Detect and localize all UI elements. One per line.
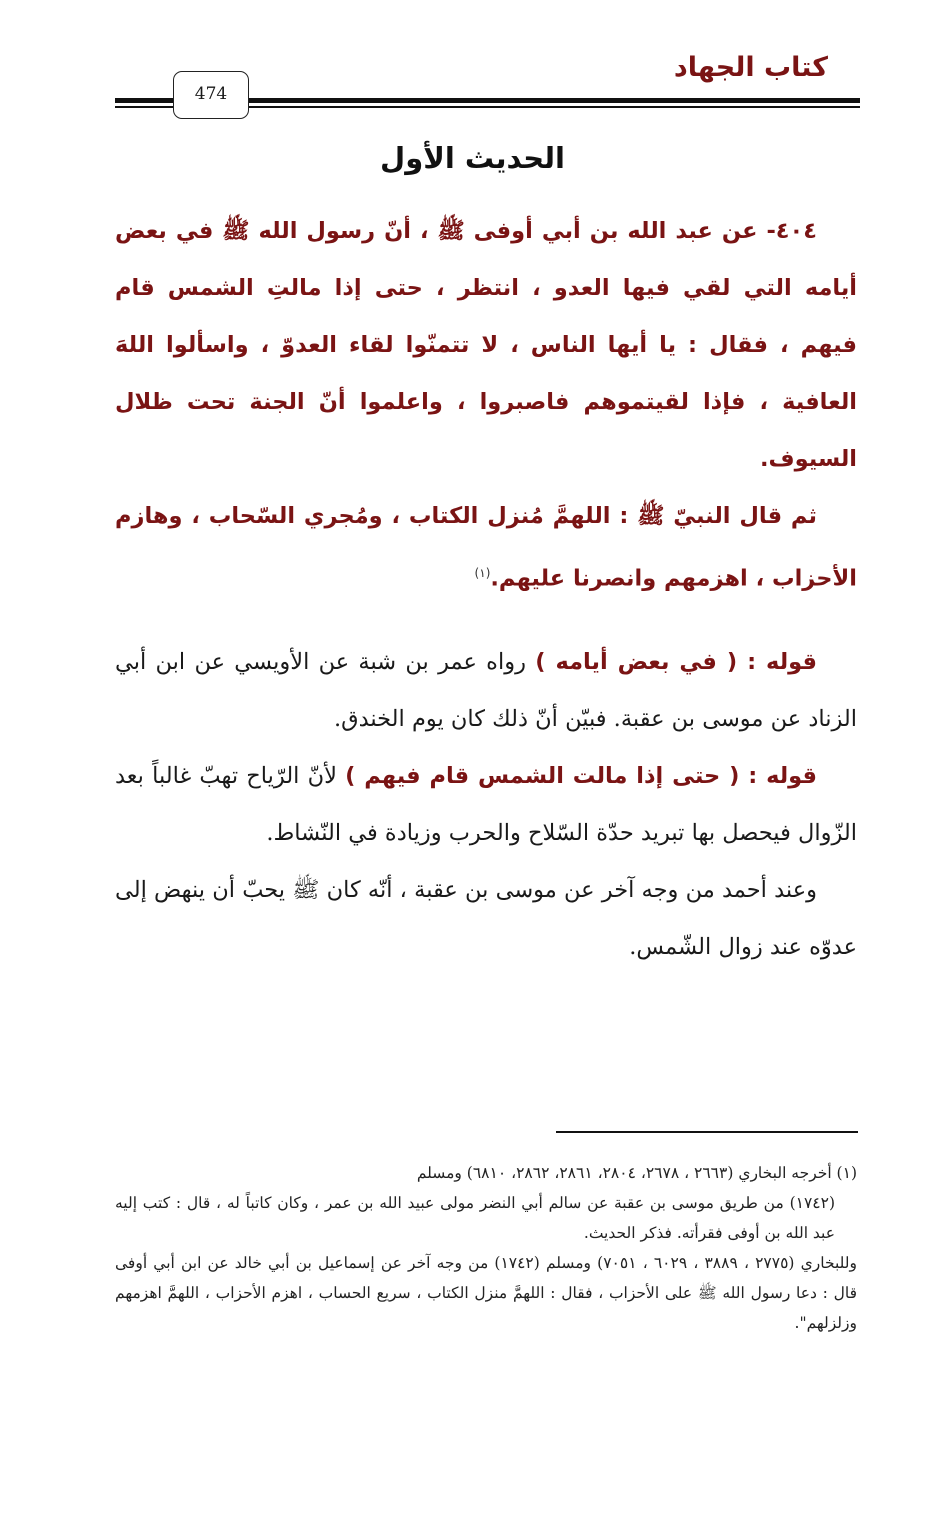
footnote-continuation: (١٧٤٢) من طريق موسى بن عقبة عن سالم أبي النضر مولى عبيد الله بن عمر ، وكان كاتباً له ، قال : كتب إليه عبد الله بن أوفى فقرأته. فذكر الحديث. bbox=[115, 1194, 835, 1242]
footnotes bbox=[115, 1158, 857, 1338]
hadith-paragraph-2 bbox=[115, 488, 857, 608]
commentary-paragraph bbox=[115, 748, 857, 862]
commentary bbox=[115, 634, 857, 976]
commentary-quote-label: قوله : ( حتى إذا مالت الشمس قام فيهم ) bbox=[345, 763, 817, 789]
footnote-first-line: (١) أخرجه البخاري (٢٦٦٣ ، ٢٦٧٨، ٢٨٠٤، ٢٨٦١، ٢٨٦٢، ٦٨١٠) ومسلم bbox=[416, 1164, 857, 1182]
commentary-text: لأنّ الرّياح تهبّ غالباً بعد الزّوال فيحصل بها تبريد حدّة السّلاح والحرب وزيادة في النّشاط. bbox=[115, 763, 857, 846]
book-title: كتاب الجهاد bbox=[673, 52, 828, 83]
footnote-second: وللبخاري (٢٧٧٥ ، ٣٨٨٩ ، ٦٠٢٩ ، ٧٠٥١) ومسلم (١٧٤٢) من وجه آخر عن إسماعيل بن أبي خالد عن ابن أبي أوفى قال : دعا رسول الله ﷺ على الأحزاب ، فقال : اللهمَّ منزل الكتاب ، سريع الحساب ، اهزم الأحزاب ، اللهمَّ اهزمهم وزلزلهم". bbox=[115, 1254, 857, 1332]
footnote-divider bbox=[556, 1131, 858, 1133]
commentary-quote-label: قوله : ( في بعض أيامه ) bbox=[535, 649, 817, 675]
commentary-paragraph bbox=[115, 634, 857, 748]
footnote-reference[interactable]: (١) bbox=[474, 566, 491, 580]
commentary-text: رواه عمر بن شبة عن الأويسي عن ابن أبي الزناد عن موسى بن عقبة. فبيّن أنّ ذلك كان يوم الخندق. bbox=[115, 649, 857, 732]
section-heading: الحديث الأول bbox=[380, 141, 565, 175]
hadith-paragraph: ٤٠٤- عن عبد الله بن أبي أوفى ﷺ ، أنّ رسول الله ﷺ في بعض أيامه التي لقي فيها العدو ، انتظر ، حتى إذا مالتِ الشمس قام فيهم ، فقال : يا أيها الناس ، لا تتمنّوا لقاء العدوّ ، واسألوا اللهَ العافية ، فإذا لقيتموهم فاصبروا ، واعلموا أنّ الجنة تحت ظلال السيوف. bbox=[115, 218, 857, 472]
commentary-paragraph: وعند أحمد من وجه آخر عن موسى بن عقبة ، أنّه كان ﷺ يحبّ أن ينهض إلى عدوّه عند زوال الشّمس. bbox=[115, 877, 857, 960]
page-number: 474 bbox=[173, 71, 249, 119]
hadith-supplication: ثم قال النبيّ ﷺ : اللهمَّ مُنزل الكتاب ، ومُجري السّحاب ، وهازم الأحزاب ، اهزمهم وانصرنا عليهم. bbox=[115, 503, 857, 592]
hadith-text bbox=[115, 203, 857, 608]
